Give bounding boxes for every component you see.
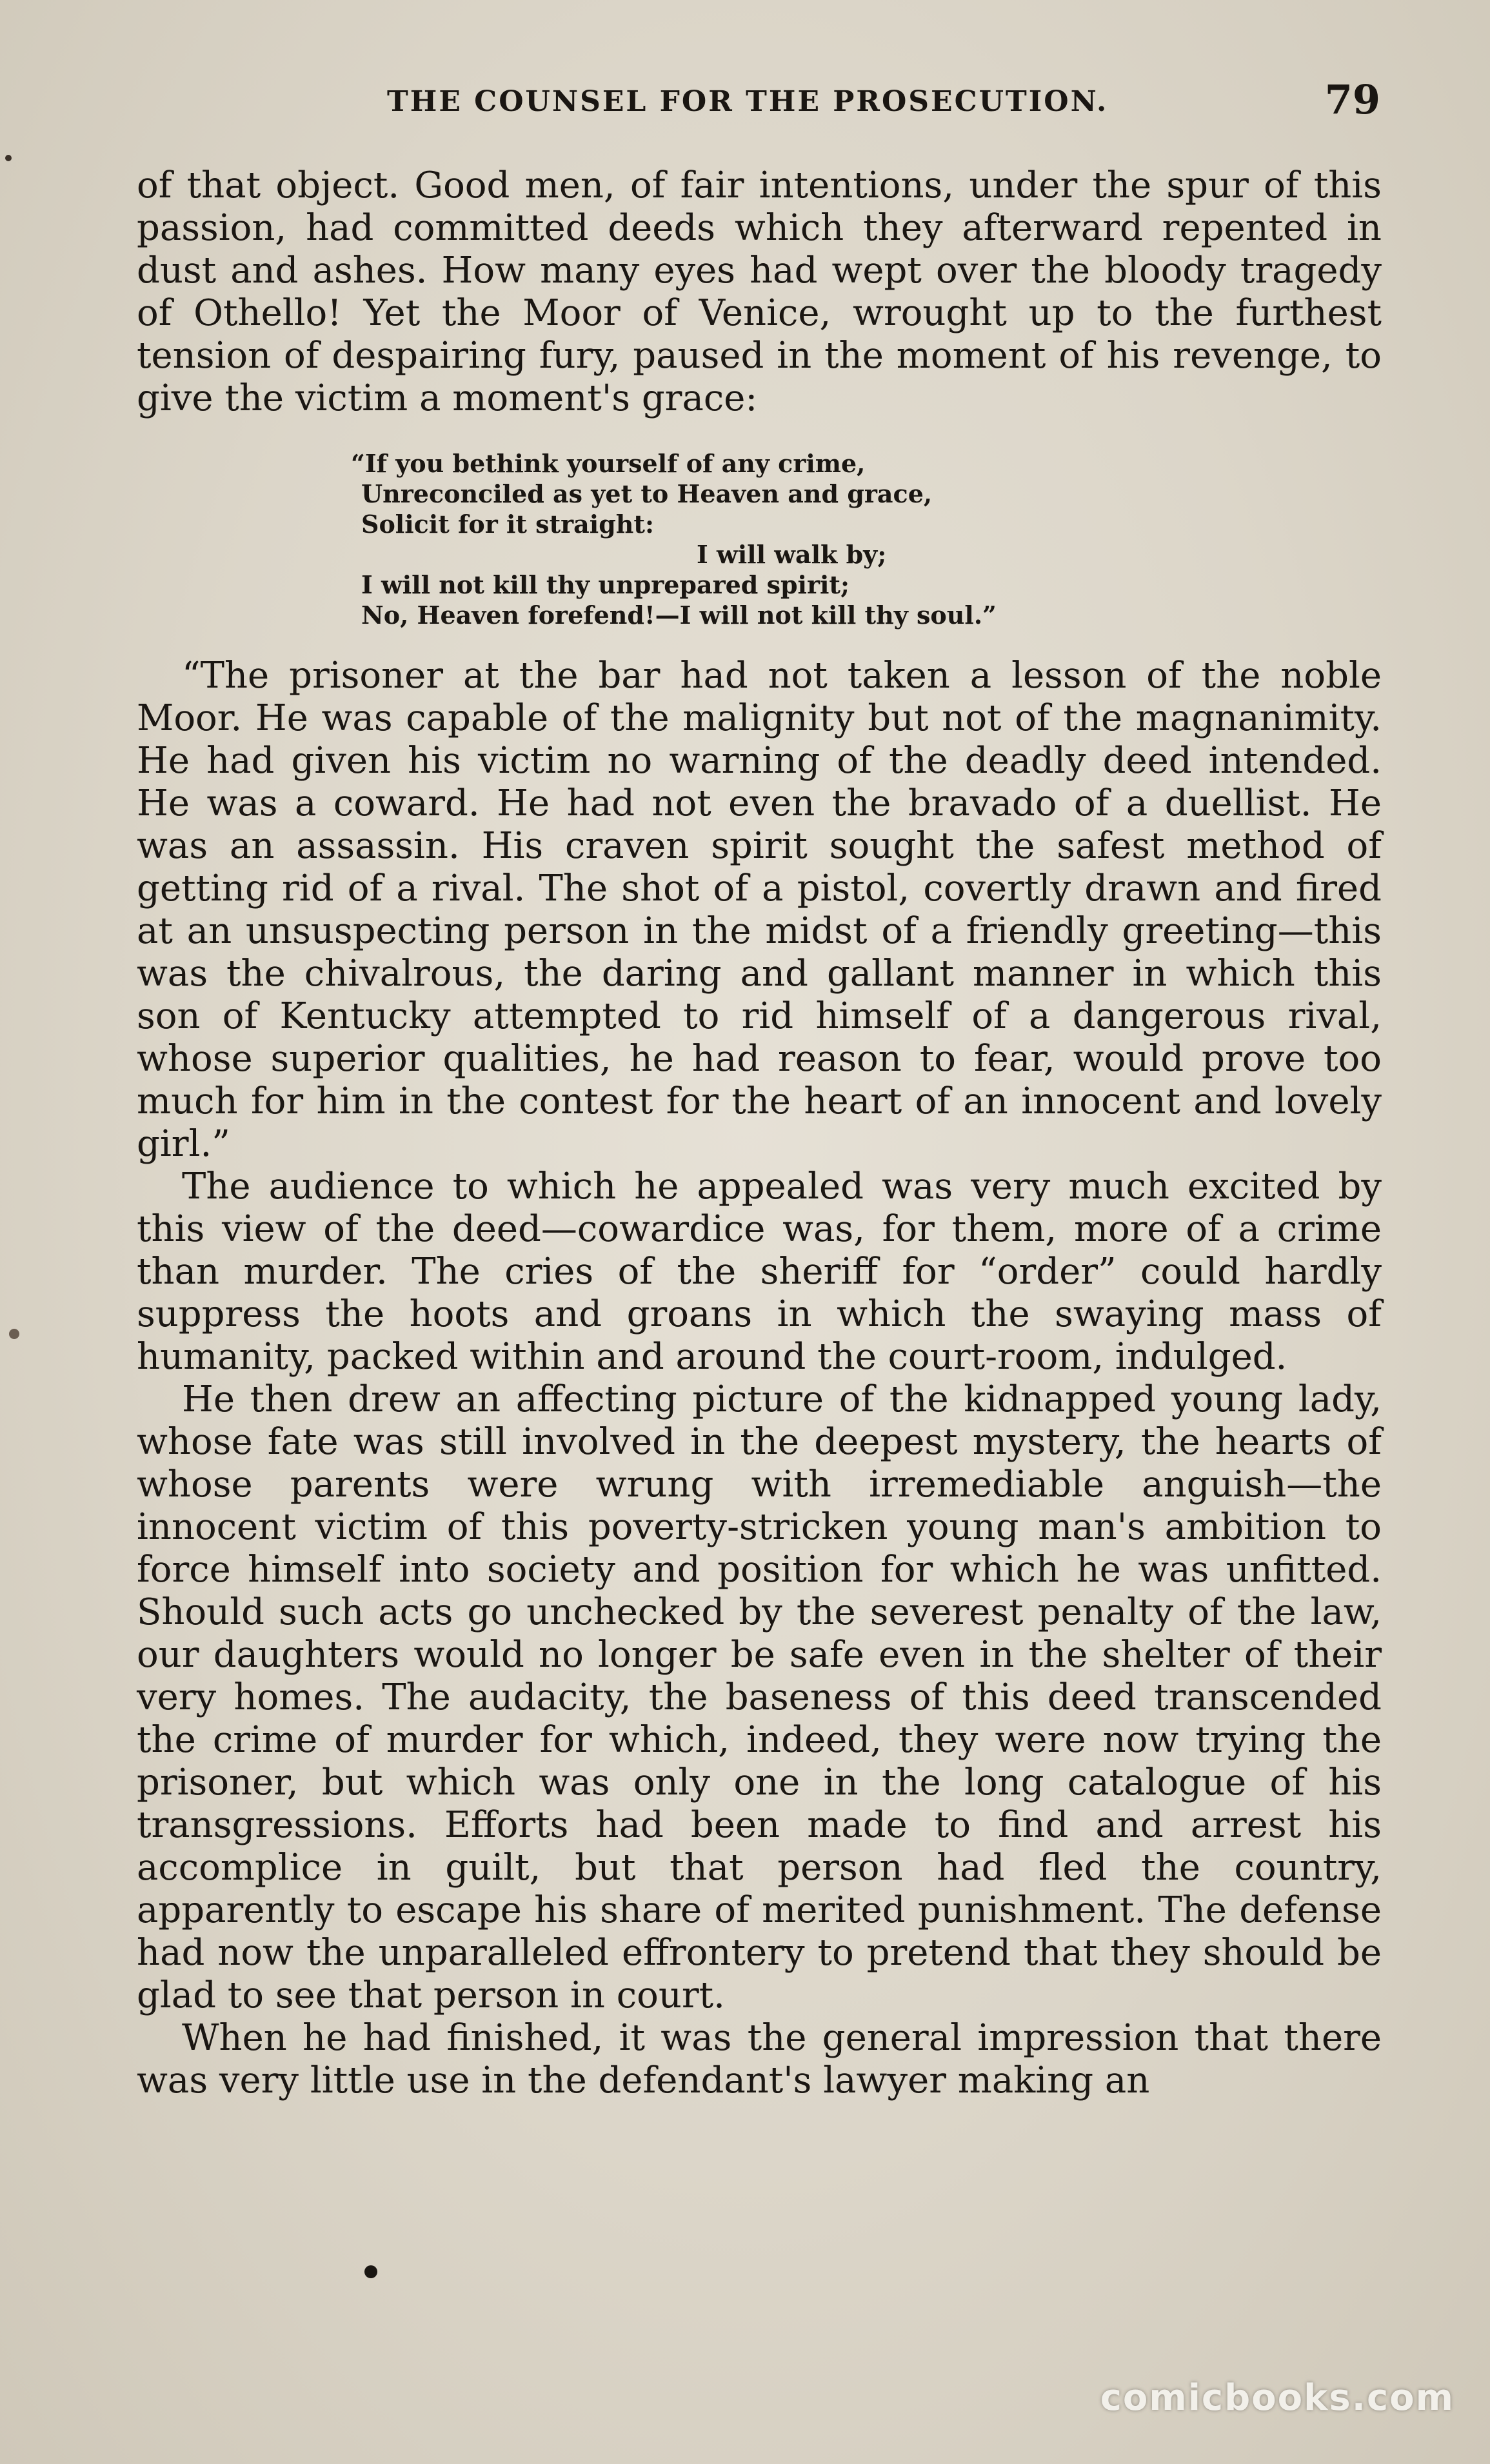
edge-speck — [9, 1329, 19, 1339]
page-number: 79 — [1324, 76, 1380, 123]
watermark: comicbooks.com — [1100, 2377, 1455, 2419]
paragraph: He then drew an affecting picture of the kidnapped young lady, whose fate was still involved in the deepest mystery, the hearts of whose parents were wrung with irremediable anguish—the innocent victim of this poverty-stricken young man's ambition to force himself into society and position for which he was unfitted. Should such acts go unchecked by the severest penalty of the law, our daughters would no longer be safe even in the shelter of their very homes. The audacity, the baseness of this deed transcended the crime of murder for which, indeed, they were now trying the prisoner, but which was only one in the long catalogue of his transgressions. Efforts had been made to find and arrest his accomplice in guilt, but that person had fled the country, apparently to escape his share of merited punishment. The defense had now the unparalleled effrontery to pretend that they should be glad to see that person in court. — [137, 1378, 1382, 2016]
paragraph: The audience to which he appealed was very much excited by this view of the deed—cowardice was, for them, more of a crime than murder. The cries of the sheriff for “order” could hardly suppress the hoots and groans in which the swaying mass of humanity, packed within and around the court-room, indulged. — [137, 1166, 1382, 1378]
verse-line: I will not kill thy unprepared spirit; — [361, 570, 850, 599]
paragraph: “The prisoner at the bar had not taken a lesson of the noble Moor. He was capable of the malignity but not of the magnanimity. He had given his victim no warning of the deadly deed intended. He was a coward. He had not even the bravado of a duellist. He was an assassin. His craven spirit sought the safest method of getting rid of a rival. The shot of a pistol, covertly drawn and fired at an unsuspecting person in the midst of a friendly greeting—this was the chivalrous, the daring and gallant manner in which this son of Kentucky attempted to rid himself of a dangerous rival, whose superior qualities, he had reason to fear, would prove too much for him in the contest for the heart of an innocent and lovely girl.” — [137, 655, 1382, 1165]
verse-line: I will walk by; — [697, 540, 887, 569]
edge-speck — [5, 155, 12, 161]
paragraph: When he had finished, it was the general impression that there was very little use in the defendant's lawyer making an — [137, 2017, 1382, 2101]
verse-line: Unreconciled as yet to Heaven and grace, — [361, 479, 933, 508]
verse-line: Solicit for it straight: — [361, 510, 654, 539]
running-head: THE COUNSEL FOR THE PROSECUTION. — [387, 85, 1109, 118]
page-header — [129, 76, 1387, 134]
verse-quotation — [351, 448, 1382, 630]
verse-line: No, Heaven forefend!—I will not kill thy soul.” — [361, 601, 997, 630]
paragraph: of that object. Good men, of fair intentions, under the spur of this passion, had committed deeds which they afterward repented in dust and ashes. How many eyes had wept over the bloody tragedy of Othello! Yet the Moor of Venice, wrought up to the furthest tension of despairing fury, paused in the moment of his revenge, to give the victim a moment's grace: — [137, 164, 1382, 419]
verse-line: “If you bethink yourself of any crime, — [351, 449, 866, 478]
body-text — [137, 164, 1382, 2102]
ink-dot — [364, 2265, 377, 2278]
